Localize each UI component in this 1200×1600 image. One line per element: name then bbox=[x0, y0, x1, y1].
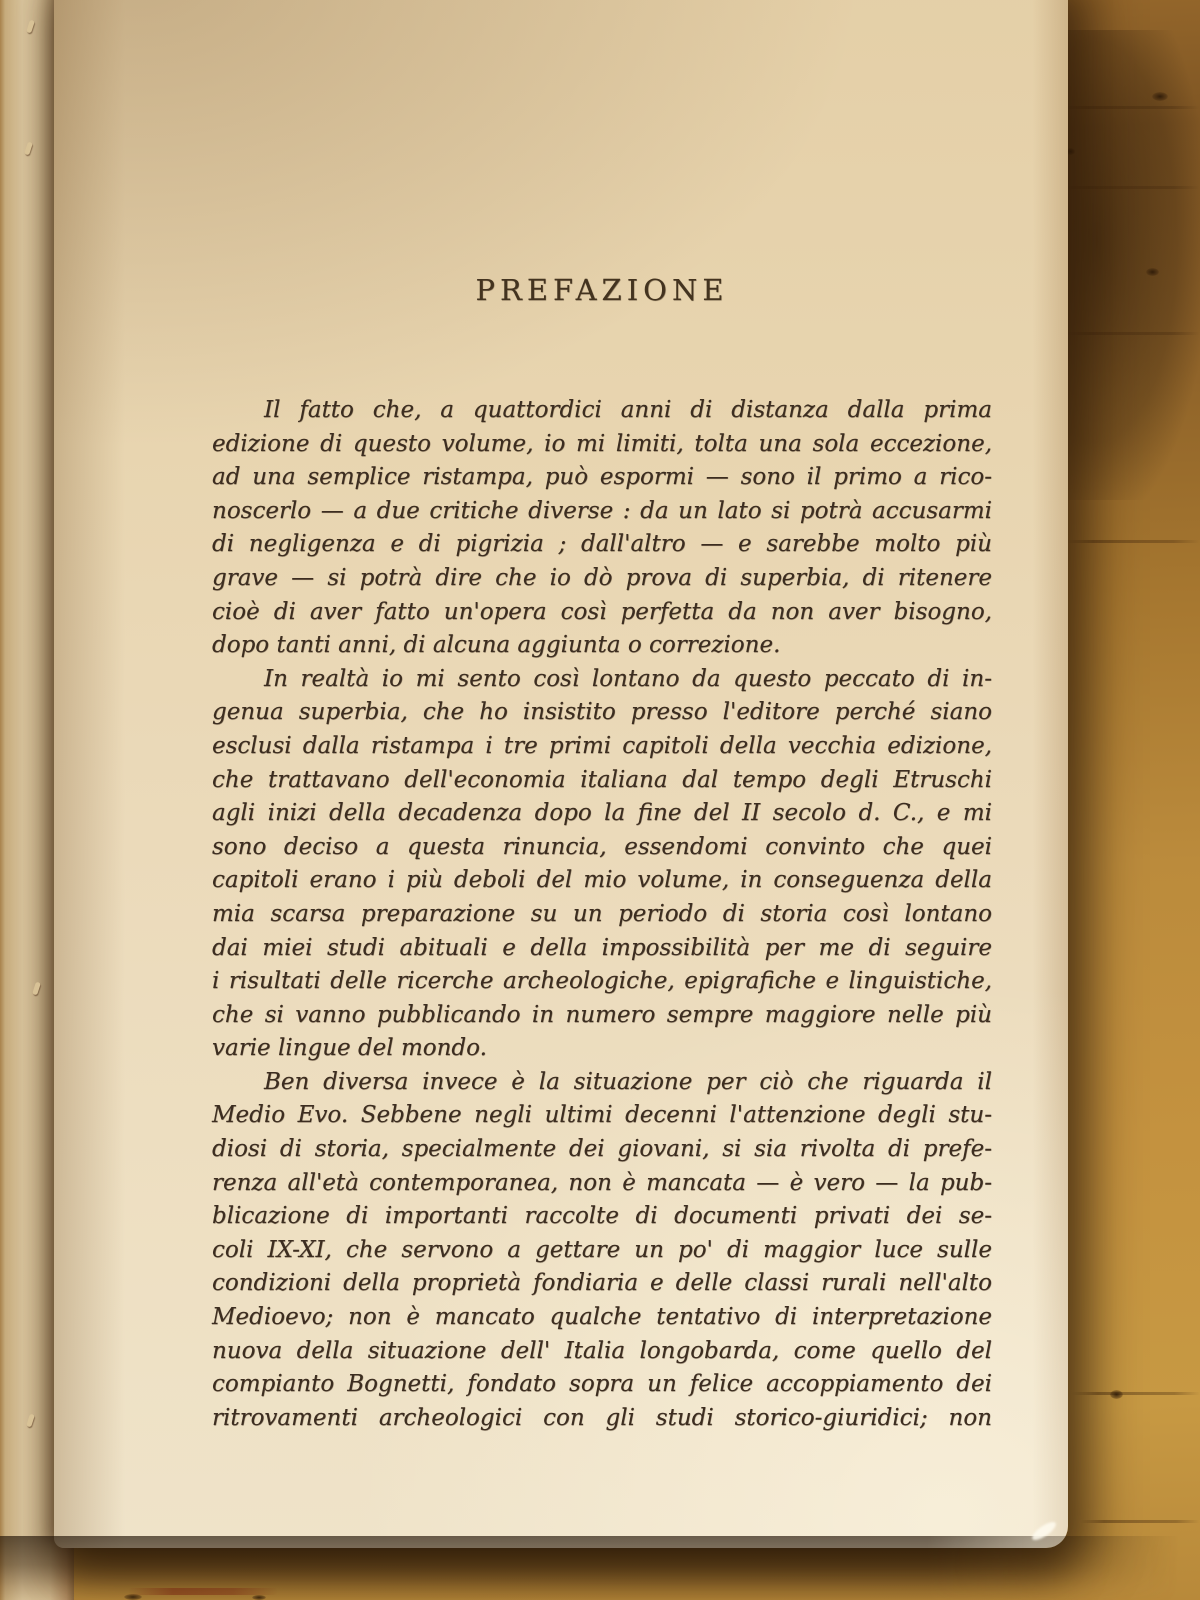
wood-knot bbox=[1152, 92, 1168, 101]
wood-grain-line bbox=[1060, 106, 1200, 109]
text-line: ritrovamenti archeologici con gli studi storico-giuridici; non bbox=[212, 1404, 992, 1431]
text-line: genua superbia, che ho insistito presso l'editore perché siano bbox=[212, 699, 992, 726]
text-line: nuova della situazione dell' Italia longobarda, come quello del bbox=[212, 1337, 992, 1364]
text-line: Medio Evo. Sebbene negli ultimi decenni l'attenzione degli stu- bbox=[212, 1102, 992, 1129]
text-line: sono deciso a questa rinuncia, essendomi convinto che quei bbox=[212, 833, 992, 860]
text-line: ad una semplice ristampa, può espormi — sono il primo a rico- bbox=[212, 464, 992, 491]
text-line: grave — si potrà dire che io dò prova di superbia, di ritenere bbox=[212, 564, 992, 591]
text-line: Ben diversa invece è la situazione per ciò che riguarda il bbox=[264, 1068, 992, 1095]
text-line: condizioni della proprietà fondiaria e delle classi rurali nell'alto bbox=[212, 1270, 992, 1297]
text-line: che trattavano dell'economia italiana dal tempo degli Etruschi bbox=[212, 766, 992, 793]
wood-knot bbox=[1146, 268, 1159, 276]
wood-grain-line bbox=[1066, 540, 1200, 543]
page-title: PREFAZIONE bbox=[475, 273, 729, 307]
text-line: capitoli erano i più deboli del mio volume, in conseguenza della bbox=[212, 867, 992, 894]
text-line: diosi di storia, specialmente dei giovani, si sia rivolta di prefe- bbox=[212, 1136, 992, 1163]
wood-grain-line bbox=[1064, 332, 1200, 335]
text-line: Il fatto che, a quattordici anni di distanza dalla prima bbox=[264, 397, 992, 423]
text-line: blicazione di importanti raccolte di documenti privati dei se- bbox=[212, 1203, 992, 1230]
body-text bbox=[212, 394, 992, 1435]
wood-grain-line bbox=[1080, 1520, 1200, 1523]
text-line: In realtà io mi sento così lontano da questo peccato di in- bbox=[264, 665, 992, 692]
text-line: Medioevo; non è mancato qualche tentativo di interpretazione bbox=[212, 1304, 992, 1331]
text-line: compianto Bognetti, fondato sopra un felice accoppiamento dei bbox=[212, 1371, 992, 1398]
text-line: esclusi dalla ristampa i tre primi capitoli della vecchia edizione, bbox=[212, 732, 992, 759]
wood-grain-line bbox=[1072, 1392, 1200, 1395]
text-line: noscerlo — a due critiche diverse : da un lato si potrà accusarmi bbox=[212, 497, 992, 524]
text-line: agli inizi della decadenza dopo la fine del II secolo d. C., e mi bbox=[212, 800, 992, 827]
text-line: renza all'età contemporanea, non è mancata — è vero — la pub- bbox=[212, 1169, 992, 1196]
text-line: mia scarsa preparazione su un periodo di storia così lontano bbox=[212, 900, 992, 927]
text-line: dopo tanti anni, di alcuna aggiunta o correzione. bbox=[212, 632, 781, 659]
wood-grain-line bbox=[1060, 186, 1200, 189]
text-line: di negligenza e di pigrizia ; dall'altro — e sarebbe molto più bbox=[212, 531, 992, 558]
text-line: dai miei studi abituali e della impossibilità per me di seguire bbox=[212, 934, 992, 961]
text-line: cioè di aver fatto un'opera così perfetta da non aver bisogno, bbox=[212, 598, 992, 625]
book-cast-shadow bbox=[1052, 30, 1200, 500]
text-line: i risultati delle ricerche archeologiche, epigrafiche e linguistiche, bbox=[212, 968, 992, 995]
text-line: che si vanno pubblicando in numero sempre maggiore nelle più bbox=[212, 1001, 992, 1028]
book-page bbox=[54, 0, 1068, 1548]
text-line: coli IX-XI, che servono a gettare un po' di maggior luce sulle bbox=[212, 1236, 992, 1263]
wood-red-streak bbox=[128, 1588, 278, 1595]
text-line: edizione di questo volume, io mi limiti, tolta una sola eccezione, bbox=[212, 430, 992, 457]
text-line: varie lingue del mondo. bbox=[212, 1035, 487, 1062]
wood-knot bbox=[1110, 1390, 1123, 1399]
